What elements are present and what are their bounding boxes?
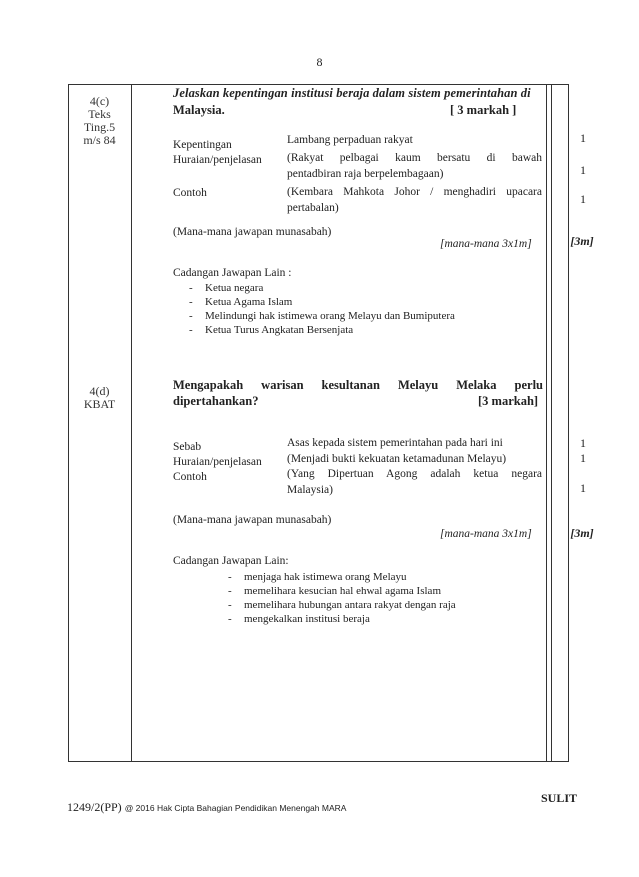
- alt-answers-title-4c: Cadangan Jawapan Lain :: [173, 267, 292, 279]
- row-text-contoh-2: pertabalan): [287, 202, 339, 214]
- copyright-text: @ 2016 Hak Cipta Bahagian Pendidikan Menengah MARA: [124, 803, 347, 813]
- row-text-kepentingan: Lambang perpaduan rakyat: [287, 134, 413, 146]
- question-id-4d: 4(d) KBAT: [83, 384, 116, 411]
- footer-left: [67, 800, 346, 815]
- mark-4d-3: 1: [580, 481, 586, 495]
- list-item: - menjaga hak istimewa orang Melayu: [228, 570, 456, 584]
- row-label-contoh: Contoh: [173, 187, 207, 199]
- row-text-sebab: Asas kepada sistem pemerintahan pada hari ini: [287, 437, 503, 449]
- row-label-huraian-4d: Huraian/penjelasan: [173, 456, 262, 468]
- list-item: - Ketua Agama Islam: [189, 295, 455, 309]
- row-label-huraian: Huraian/penjelasan: [173, 154, 262, 166]
- classification-label: SULIT: [541, 791, 578, 805]
- row-label-sebab: Sebab: [173, 441, 202, 453]
- list-item: - mengekalkan institusi beraja: [228, 612, 456, 626]
- row-label-contoh-4d: Contoh: [173, 471, 207, 483]
- row-text-contoh-1: (Kembara Mahkota Johor / menghadiri upacara: [287, 186, 542, 198]
- row-text-huraian-1: (Rakyat pelbagai kaum bersatu di bawah: [287, 152, 542, 164]
- question-4d-line1: Mengapakah warisan kesultanan Melayu Melaka perlu: [173, 378, 543, 392]
- list-item: - Melindungi hak istimewa orang Melayu dan Bumiputera: [189, 309, 455, 323]
- list-item: - memelihara hubungan antara rakyat dengan raja: [228, 598, 456, 612]
- row-text-huraian-2: pentadbiran raja berpelembagaan): [287, 168, 444, 180]
- row-text-contoh-4d-1: (Yang Dipertuan Agong adalah ketua negara: [287, 468, 542, 480]
- question-id-4c: 4(c) Teks Ting.5 m/s 84: [83, 94, 116, 147]
- mark-4d-1: 1: [580, 436, 586, 450]
- list-item: - memelihara kesucian hal ehwal agama Islam: [228, 584, 456, 598]
- question-4c-marks: [ 3 markah ]: [450, 103, 517, 117]
- list-item: - Ketua negara: [189, 281, 455, 295]
- scheme-4d: [mana-mana 3x1m]: [440, 528, 532, 540]
- total-4c: [3m]: [570, 234, 594, 248]
- question-4c-line2: Malaysia.: [173, 103, 225, 117]
- alt-answers-list-4c: [189, 281, 455, 337]
- list-item: - Ketua Turus Angkatan Bersenjata: [189, 323, 455, 337]
- row-text-huraian-4d: (Menjadi bukti kekuatan ketamadunan Melayu): [287, 453, 507, 465]
- mark-4c-1: 1: [580, 131, 586, 145]
- scheme-4c: [mana-mana 3x1m]: [440, 238, 532, 250]
- any-reasonable-4d: (Mana-mana jawapan munasabah): [173, 514, 332, 526]
- mark-4d-2: 1: [580, 451, 586, 465]
- mark-4c-2: 1: [580, 163, 586, 177]
- any-reasonable-4c: (Mana-mana jawapan munasabah): [173, 226, 332, 238]
- alt-answers-title-4d: Cadangan Jawapan Lain:: [173, 555, 289, 567]
- mark-4c-3: 1: [580, 192, 586, 206]
- question-4c-line1: Jelaskan kepentingan institusi beraja dalam sistem pemerintahan di: [173, 86, 531, 100]
- row-label-kepentingan: Kepentingan: [173, 139, 232, 151]
- alt-answers-list-4d: [228, 570, 456, 626]
- total-4d: [3m]: [570, 526, 594, 540]
- question-4d-marks: [3 markah]: [478, 394, 539, 408]
- paper-code: 1249/2(PP): [67, 800, 122, 814]
- row-text-contoh-4d-2: Malaysia): [287, 484, 333, 496]
- page-number: 8: [316, 55, 323, 69]
- question-4d-line2: dipertahankan?: [173, 394, 259, 408]
